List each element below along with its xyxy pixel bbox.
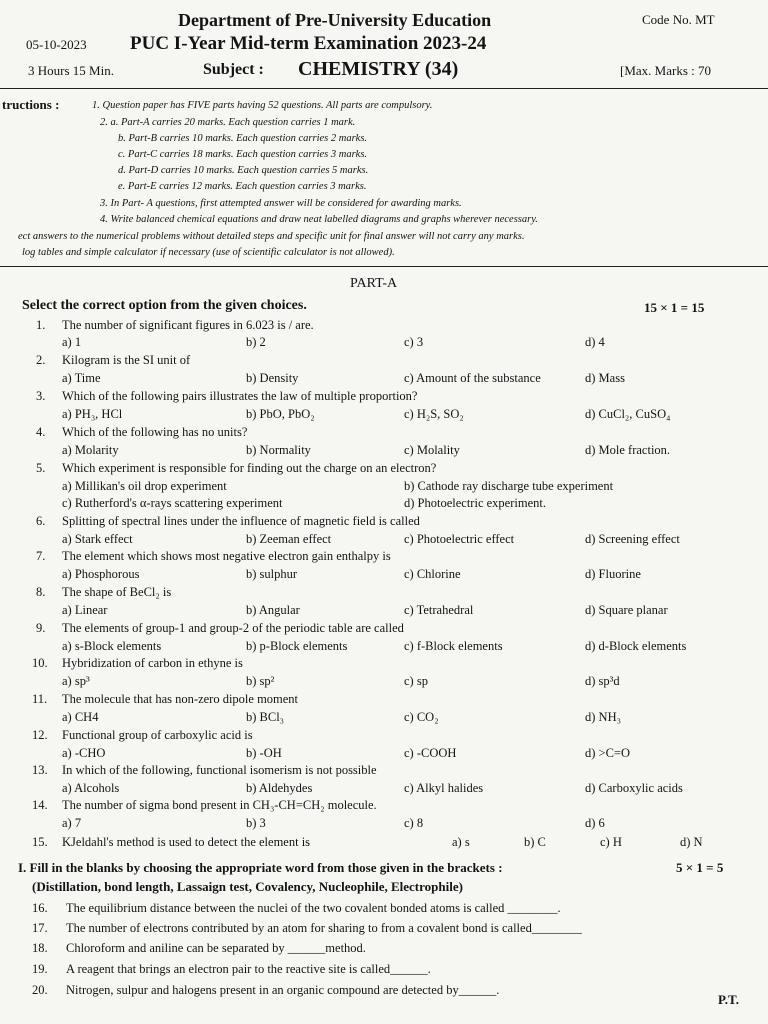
- option-a: a) PH₃, HCl: [62, 407, 123, 421]
- option-b: b) Zeeman effect: [246, 532, 332, 546]
- question-text: The equilibrium distance between the nuclei of the two covalent bonded atoms is called ________.: [66, 901, 561, 915]
- option-a: a) Time: [62, 371, 101, 385]
- options-row: [0, 407, 768, 423]
- question-text: Splitting of spectral lines under the influence of magnetic field is called: [62, 514, 420, 528]
- option-b: b) Cathode ray discharge tube experiment: [404, 479, 614, 493]
- option-b: b) Normality: [246, 443, 311, 457]
- options-row: [0, 496, 768, 512]
- question-number: 20.: [32, 983, 48, 997]
- question-text: Which of the following pairs illustrates the law of multiple proportion?: [62, 389, 418, 403]
- option-c: c) Alkyl halides: [404, 781, 484, 795]
- question-text: Kilogram is the SI unit of: [62, 353, 191, 367]
- option-c: c) 3: [404, 335, 424, 349]
- exam-duration: 3 Hours 15 Min.: [28, 63, 114, 78]
- section1-heading: Select the correct option from the given choices.: [22, 298, 307, 313]
- option-a: a) sp³: [62, 674, 90, 688]
- fill-blank-question: [0, 921, 768, 937]
- question-number: 9.: [36, 621, 46, 635]
- option-d: d) Square planar: [585, 603, 668, 617]
- question: [0, 514, 768, 530]
- question-text: The elements of group-1 and group-2 of the periodic table are called: [62, 621, 404, 635]
- question-number: 8.: [36, 585, 46, 599]
- question-text: Which experiment is responsible for finding out the charge on an electron?: [62, 461, 437, 475]
- header-rule: [0, 88, 768, 89]
- option-c: c) CO₂: [404, 710, 439, 724]
- section2-marks: 5 × 1 = 5: [676, 860, 724, 875]
- option-a: a) Stark effect: [62, 532, 133, 546]
- option-d: d) Fluorine: [585, 567, 641, 581]
- option-d: d) >C=O: [585, 746, 631, 760]
- option-b: b) C: [524, 835, 546, 849]
- fill-blank-question: [0, 901, 768, 917]
- question-text: Functional group of carboxylic acid is: [62, 728, 253, 742]
- options-row: [0, 479, 768, 495]
- question: [0, 798, 768, 814]
- question-number: 3.: [36, 389, 46, 403]
- question-number: 15.: [32, 835, 48, 849]
- fill-blank-question: [0, 983, 768, 999]
- option-b: b) 3: [246, 816, 266, 830]
- option-a: a) s-Block elements: [62, 639, 162, 653]
- section1-marks: 15 × 1 = 15: [644, 300, 705, 315]
- subject-name: CHEMISTRY (34): [298, 58, 459, 80]
- question-text: The element which shows most negative electron gain enthalpy is: [62, 549, 391, 563]
- section2-word-bank: (Distillation, bond length, Lassaign test, Covalency, Nucleophile, Electrophile): [32, 879, 463, 894]
- question-number: 16.: [32, 901, 48, 915]
- option-c: c) sp: [404, 674, 428, 688]
- option-c: c) Molality: [404, 443, 460, 457]
- section2-heading: I. Fill in the blanks by choosing the appropriate word from those given in the brackets :: [18, 860, 503, 875]
- option-c: c) Amount of the substance: [404, 371, 541, 385]
- question: [0, 425, 768, 441]
- option-a: a) Linear: [62, 603, 108, 617]
- question: [0, 353, 768, 369]
- instruction-line: b. Part-B carries 10 marks. Each question carries 2 marks.: [118, 133, 368, 144]
- option-d: d) Mass: [585, 371, 625, 385]
- question-text: Hybridization of carbon in ethyne is: [62, 656, 243, 670]
- code-number: Code No. MT: [642, 12, 715, 27]
- question-number: 13.: [32, 763, 48, 777]
- question: [0, 585, 768, 601]
- option-d: d) Screening effect: [585, 532, 680, 546]
- question-number: 4.: [36, 425, 46, 439]
- question: [0, 621, 768, 637]
- question-number: 7.: [36, 549, 46, 563]
- option-a: a) 1: [62, 335, 82, 349]
- question-number: 18.: [32, 941, 48, 955]
- options-row: [0, 335, 768, 351]
- option-c: c) f-Block elements: [404, 639, 503, 653]
- option-b: b) 2: [246, 335, 266, 349]
- question-text: The number of significant figures in 6.023 is / are.: [62, 318, 314, 332]
- instruction-line: e. Part-E carries 12 marks. Each question carries 3 marks.: [118, 181, 367, 192]
- question-number: 17.: [32, 921, 48, 935]
- options-row: [0, 781, 768, 797]
- question-text: KJeldahl's method is used to detect the element is: [62, 835, 311, 849]
- option-d: d) CuCl₂, CuSO₄: [585, 407, 671, 421]
- question-text: In which of the following, functional isomerism is not possible: [62, 763, 377, 777]
- options-row: [0, 639, 768, 655]
- option-d: d) 6: [585, 816, 605, 830]
- instruction-line: 2. a. Part-A carries 20 marks. Each question carries 1 mark.: [100, 117, 356, 128]
- options-row: [0, 603, 768, 619]
- instruction-line: 3. In Part- A questions, first attempted answer will be considered for awarding marks.: [100, 198, 462, 209]
- question-number: 19.: [32, 962, 48, 976]
- options-row: [0, 746, 768, 762]
- option-b: b) sp²: [246, 674, 275, 688]
- option-c: c) -COOH: [404, 746, 457, 760]
- question-number: 6.: [36, 514, 46, 528]
- question: [0, 389, 768, 405]
- option-d: d) Photoelectric experiment.: [404, 496, 546, 510]
- question: [0, 656, 768, 672]
- option-b: b) sulphur: [246, 567, 298, 581]
- option-c: c) 8: [404, 816, 424, 830]
- option-a: a) -CHO: [62, 746, 106, 760]
- part-a-title: PART-A: [350, 276, 398, 291]
- option-c: c) Chlorine: [404, 567, 461, 581]
- question: [0, 763, 768, 779]
- options-row: [0, 567, 768, 583]
- option-b: b) PbO, PbO₂: [246, 407, 315, 421]
- department-title: Department of Pre-University Education: [178, 10, 492, 30]
- option-d: d) d-Block elements: [585, 639, 687, 653]
- option-d: d) N: [680, 835, 703, 849]
- question-number: 10.: [32, 656, 48, 670]
- instructions-rule: [0, 266, 768, 267]
- fill-blank-question: [0, 941, 768, 957]
- option-b: b) Aldehydes: [246, 781, 313, 795]
- option-d: d) 4: [585, 335, 605, 349]
- question-text: Which of the following has no units?: [62, 425, 248, 439]
- question: [0, 549, 768, 565]
- option-c: c) H: [600, 835, 622, 849]
- question-number: 12.: [32, 728, 48, 742]
- fill-blank-question: [0, 962, 768, 978]
- instruction-line: c. Part-C carries 18 marks. Each question carries 3 marks.: [118, 149, 368, 160]
- option-b: b) p-Block elements: [246, 639, 348, 653]
- question: [0, 692, 768, 708]
- option-d: d) sp³d: [585, 674, 620, 688]
- question-text: Nitrogen, sulpur and halogens present in an organic compound are detected by______.: [66, 983, 500, 997]
- option-a: a) Alcohols: [62, 781, 120, 795]
- option-b: b) Density: [246, 371, 299, 385]
- instructions-label: tructions :: [2, 97, 60, 112]
- page-turn-note: P.T.: [718, 992, 739, 1007]
- option-b: b) BCl₃: [246, 710, 285, 724]
- option-b: b) -OH: [246, 746, 282, 760]
- options-row: [0, 443, 768, 459]
- option-a: a) Millikan's oil drop experiment: [62, 479, 227, 493]
- instruction-line: log tables and simple calculator if necessary (use of scientific calculator is not allowed).: [22, 247, 395, 258]
- question-text: The molecule that has non-zero dipole moment: [62, 692, 299, 706]
- option-a: a) 7: [62, 816, 82, 830]
- option-b: b) Angular: [246, 603, 300, 617]
- option-c: c) Rutherford's α-rays scattering experiment: [62, 496, 283, 510]
- options-row: [0, 532, 768, 548]
- option-d: d) Carboxylic acids: [585, 781, 683, 795]
- options-row: [0, 710, 768, 726]
- question-text: Chloroform and aniline can be separated by ______method.: [66, 941, 366, 955]
- exam-date: 05-10-2023: [26, 37, 87, 52]
- instruction-line: 4. Write balanced chemical equations and draw neat labelled diagrams and graphs wherever necessary.: [100, 214, 538, 225]
- option-a: a) Phosphorous: [62, 567, 140, 581]
- option-c: c) Tetrahedral: [404, 603, 474, 617]
- options-row: [0, 371, 768, 387]
- instruction-line: 1. Question paper has FIVE parts having 52 questions. All parts are compulsory.: [92, 100, 433, 111]
- exam-title: PUC I-Year Mid-term Examination 2023-24: [130, 33, 487, 54]
- question: [0, 728, 768, 744]
- question-number: 14.: [32, 798, 48, 812]
- question: [0, 461, 768, 477]
- option-d: d) Mole fraction.: [585, 443, 671, 457]
- question-number: 1.: [36, 318, 46, 332]
- question-text: The number of electrons contributed by an atom for sharing to from a covalent bond is called________: [66, 921, 582, 935]
- subject-label: Subject :: [203, 61, 264, 78]
- instruction-line: d. Part-D carries 10 marks. Each question carries 5 marks.: [118, 165, 369, 176]
- question-number: 2.: [36, 353, 46, 367]
- question-text: The shape of BeCl₂ is: [62, 585, 172, 599]
- option-c: c) Photoelectric effect: [404, 532, 515, 546]
- option-c: c) H₂S, SO₂: [404, 407, 464, 421]
- question-text: The number of sigma bond present in CH₃-CH=CH₂ molecule.: [62, 798, 377, 812]
- max-marks: [Max. Marks : 70: [620, 63, 711, 78]
- options-row: [0, 816, 768, 832]
- options-row: [0, 674, 768, 690]
- question: [0, 835, 768, 851]
- question-number: 5.: [36, 461, 46, 475]
- option-a: a) CH4: [62, 710, 99, 724]
- option-a: a) s: [452, 835, 470, 849]
- option-d: d) NH₃: [585, 710, 621, 724]
- instruction-line: ect answers to the numerical problems without detailed steps and specific unit for final answer will not carry any marks.: [18, 231, 525, 242]
- option-a: a) Molarity: [62, 443, 119, 457]
- question: [0, 318, 768, 334]
- question-text: A reagent that brings an electron pair to the reactive site is called______.: [66, 962, 431, 976]
- question-number: 11.: [32, 692, 48, 706]
